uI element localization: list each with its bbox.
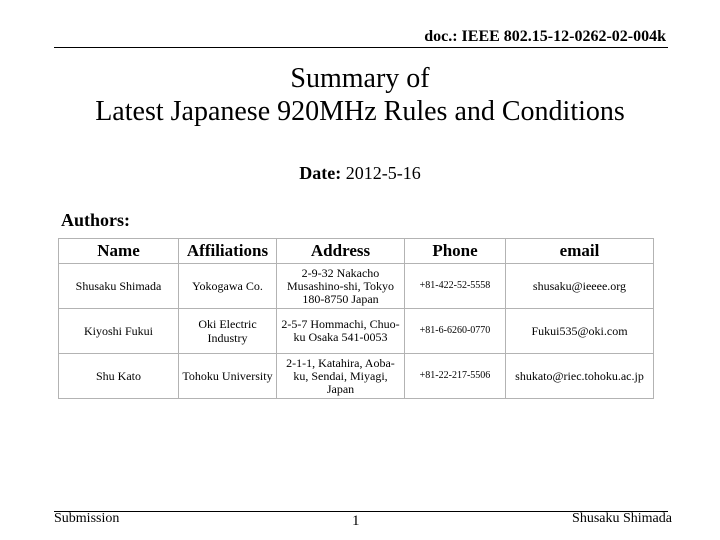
title-line-1: Summary of: [290, 63, 430, 94]
author-affiliation: Oki Electric Industry: [179, 309, 277, 354]
column-header-phone: Phone: [405, 239, 506, 264]
author-affiliation: Yokogawa Co.: [179, 264, 277, 309]
author-name: Shusaku Shimada: [59, 264, 179, 309]
footer-submission: Submission: [54, 511, 120, 526]
author-email: shukato@riec.tohoku.ac.jp: [506, 354, 654, 399]
table-row: [59, 264, 654, 309]
page-number: 1: [352, 513, 360, 529]
author-email: Fukui535@oki.com: [506, 309, 654, 354]
date-value: 2012-5-16: [345, 163, 421, 183]
author-affiliation: Tohoku University: [179, 354, 277, 399]
authors-label: Authors:: [61, 210, 131, 230]
table-row: [59, 309, 654, 354]
column-header-email: email: [506, 239, 654, 264]
table-row: [59, 354, 654, 399]
slide-title: [0, 62, 720, 128]
header-divider: [54, 47, 668, 48]
date-label: Date:: [299, 163, 342, 183]
author-name: Kiyoshi Fukui: [59, 309, 179, 354]
author-email: shusaku@ieeee.org: [506, 264, 654, 309]
date-line: [0, 163, 720, 184]
author-address: 2-9-32 Nakacho Musashino-shi, Tokyo 180-8750 Japan: [277, 264, 405, 309]
author-address: 2-1-1, Katahira, Aoba-ku, Sendai, Miyagi, Japan: [277, 354, 405, 399]
footer-author: Shusaku Shimada: [572, 511, 672, 526]
author-phone: +81-22-217-5506: [405, 354, 506, 399]
author-phone: +81-6-6260-0770: [405, 309, 506, 354]
column-header-address: Address: [277, 239, 405, 264]
document-id: doc.: IEEE 802.15-12-0262-02-004k: [424, 28, 666, 45]
title-line-2: Latest Japanese 920MHz Rules and Conditions: [95, 96, 625, 127]
author-address: 2-5-7 Hommachi, Chuo-ku Osaka 541-0053: [277, 309, 405, 354]
author-phone: +81-422-52-5558: [405, 264, 506, 309]
table-header-row: [59, 239, 654, 264]
column-header-affiliations: Affiliations: [179, 239, 277, 264]
column-header-name: Name: [59, 239, 179, 264]
authors-table: [58, 238, 654, 399]
author-name: Shu Kato: [59, 354, 179, 399]
